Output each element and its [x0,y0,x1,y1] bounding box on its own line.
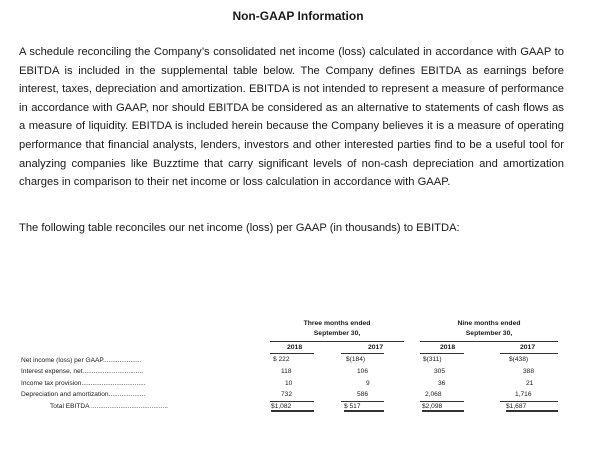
table-cell: 21 [526,380,534,387]
intro-paragraph: A schedule reconciling the Company’s consolidated net income (loss) calculated in accordance with GAAP to EBITDA is included in the supplemental table below. The Company defines EBITDA as earnings before interest, taxes, depreciation and amortization. EBITDA is not intended to represent a measure of performance in accordance with GAAP, nor should EBITDA be considered as an alternative to statements of cash flows as a measure of liquidity. EBITDA is included herein because the Company believes it is a measure of operating performance that financial analysts, lenders, investors and other interested parties find to be a useful tool for analyzing companies like Buzztime that carry significant levels of non-cash depreciation and amortization charges in comparison to their net income or loss calculation in accordance with GAAP. [19,46,564,189]
year-col-4: 2017 [520,344,536,351]
row-label-interest: Interest expense, net................................. [21,368,144,375]
table-cell: 36 [438,380,446,387]
table-cell-total: $ 517 [344,403,384,412]
header-rule-1 [270,341,404,342]
table-cell: $ 222 [273,356,290,363]
table-cell-total: $1,687 [506,403,558,412]
table-cell: $(184) [346,356,366,363]
year-rule-2 [341,353,384,354]
table-cell: 106 [357,368,369,375]
table-intro-paragraph: The following table reconciles our net income (loss) per GAAP (in thousands) to EBITDA: [19,222,460,234]
year-rule-4 [500,353,558,354]
table-cell: 1,716 [515,391,532,398]
three-months-header-line2: September 30, [313,330,361,337]
table-cell: 388 [523,368,535,375]
subtotal-rule-4 [500,401,558,402]
table-cell-total: $2,098 [422,403,464,412]
table-cell: $(311) [423,356,442,363]
year-rule-1 [270,353,314,354]
table-cell: 2,068 [425,391,442,398]
year-col-2: 2017 [368,344,384,351]
nine-months-header-line1: Nine months ended [457,320,521,327]
subtotal-rule-2 [341,401,384,402]
table-cell: 118 [281,368,292,375]
three-months-header [270,320,404,337]
table-cell-total: $1,082 [271,403,314,412]
subtotal-rule-3 [420,401,464,402]
row-label-net-income: Net income (loss) per GAAP..................... [21,357,142,364]
subtotal-rule-1 [270,401,314,402]
year-col-3: 2018 [440,344,456,351]
table-cell: $(438) [509,356,529,363]
table-cell: 305 [434,368,446,375]
table-cell: 10 [285,380,293,387]
row-label-income-tax: Income tax provision................................... [21,380,146,387]
nine-months-header [420,320,558,337]
three-months-header-line1: Three months ended [303,320,371,327]
header-rule-2 [420,341,558,342]
nine-months-header-line2: September 30, [465,330,513,337]
row-label-total-ebitda: Total EBITDA .......................................... [50,403,168,410]
year-rule-3 [420,353,464,354]
table-cell: 9 [366,380,370,387]
year-col-1: 2018 [287,344,303,351]
table-cell: 732 [281,391,293,398]
table-cell: 586 [357,391,369,398]
page-title: Non-GAAP Information [232,9,364,23]
row-label-depreciation: Depreciation and amortization.................... [21,391,146,398]
